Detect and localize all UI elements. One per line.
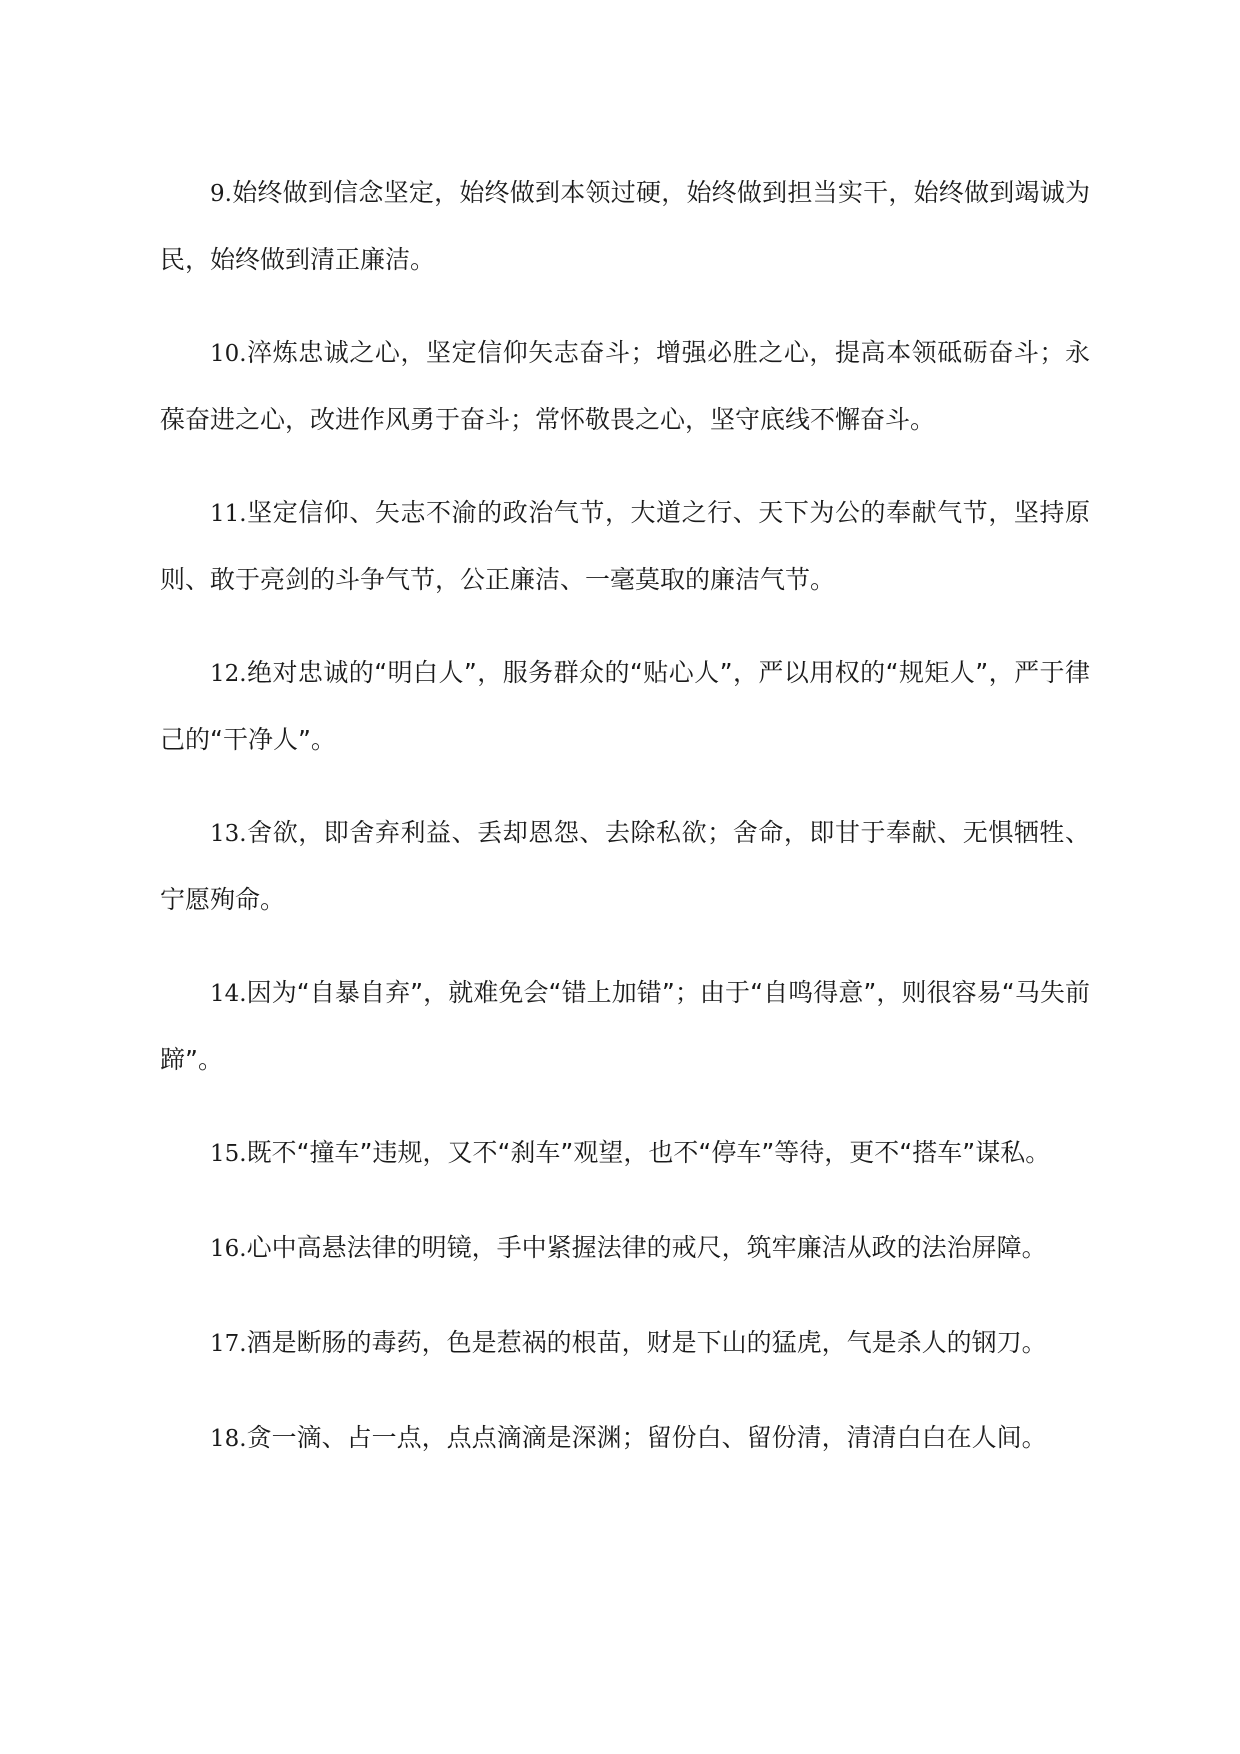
item-number: 12. (210, 661, 247, 687)
item-number: 14. (210, 981, 247, 1007)
list-item (160, 160, 1090, 292)
list-item (160, 640, 1090, 772)
item-text: 绝对忠诚的“明白人”，服务群众的“贴心人”，严以用权的“规矩人”，严于律己的“干净人”。 (160, 658, 1090, 754)
list-item (160, 1405, 1090, 1472)
item-text: 贪一滴、占一点，点点滴滴是深渊；留份白、留份清，清清白白在人间。 (246, 1423, 1047, 1452)
list-item (160, 480, 1090, 612)
item-text: 因为“自暴自弃”，就难免会“错上加错”；由于“自鸣得意”，则很容易“马失前蹄”。 (160, 978, 1090, 1074)
list-item (160, 1215, 1090, 1282)
list-item (160, 320, 1090, 452)
list-item (160, 1310, 1090, 1377)
item-number: 17. (210, 1331, 247, 1357)
item-text: 淬炼忠诚之心，坚定信仰矢志奋斗；增强必胜之心，提高本领砥砺奋斗；永葆奋进之心，改进作风勇于奋斗；常怀敬畏之心，坚守底线不懈奋斗。 (160, 338, 1090, 434)
item-number: 18. (210, 1426, 247, 1452)
item-number: 16. (210, 1236, 247, 1262)
item-number: 10. (210, 341, 247, 367)
item-number: 9. (210, 181, 232, 207)
item-text: 坚定信仰、矢志不渝的政治气节，大道之行、天下为公的奉献气节，坚持原则、敢于亮剑的斗争气节，公正廉洁、一毫莫取的廉洁气节。 (160, 498, 1090, 594)
item-text: 舍欲，即舍弃利益、丢却恩怨、去除私欲；舍命，即甘于奉献、无惧牺牲、宁愿殉命。 (160, 818, 1090, 914)
list-item (160, 800, 1090, 932)
item-text: 心中高悬法律的明镜，手中紧握法律的戒尺，筑牢廉洁从政的法治屏障。 (246, 1233, 1047, 1262)
list-item (160, 1120, 1090, 1187)
item-text: 酒是断肠的毒药，色是惹祸的根苗，财是下山的猛虎，气是杀人的钢刀。 (246, 1328, 1047, 1357)
item-number: 13. (210, 821, 247, 847)
item-text: 始终做到信念坚定，始终做到本领过硬，始终做到担当实干，始终做到竭诚为民，始终做到清正廉洁。 (160, 178, 1090, 274)
item-text: 既不“撞车”违规，又不“刹车”观望，也不“停车”等待，更不“搭车”谋私。 (246, 1138, 1051, 1167)
item-number: 15. (210, 1141, 247, 1167)
item-number: 11. (210, 501, 247, 527)
list-item (160, 960, 1090, 1092)
document-body (160, 160, 1090, 1500)
